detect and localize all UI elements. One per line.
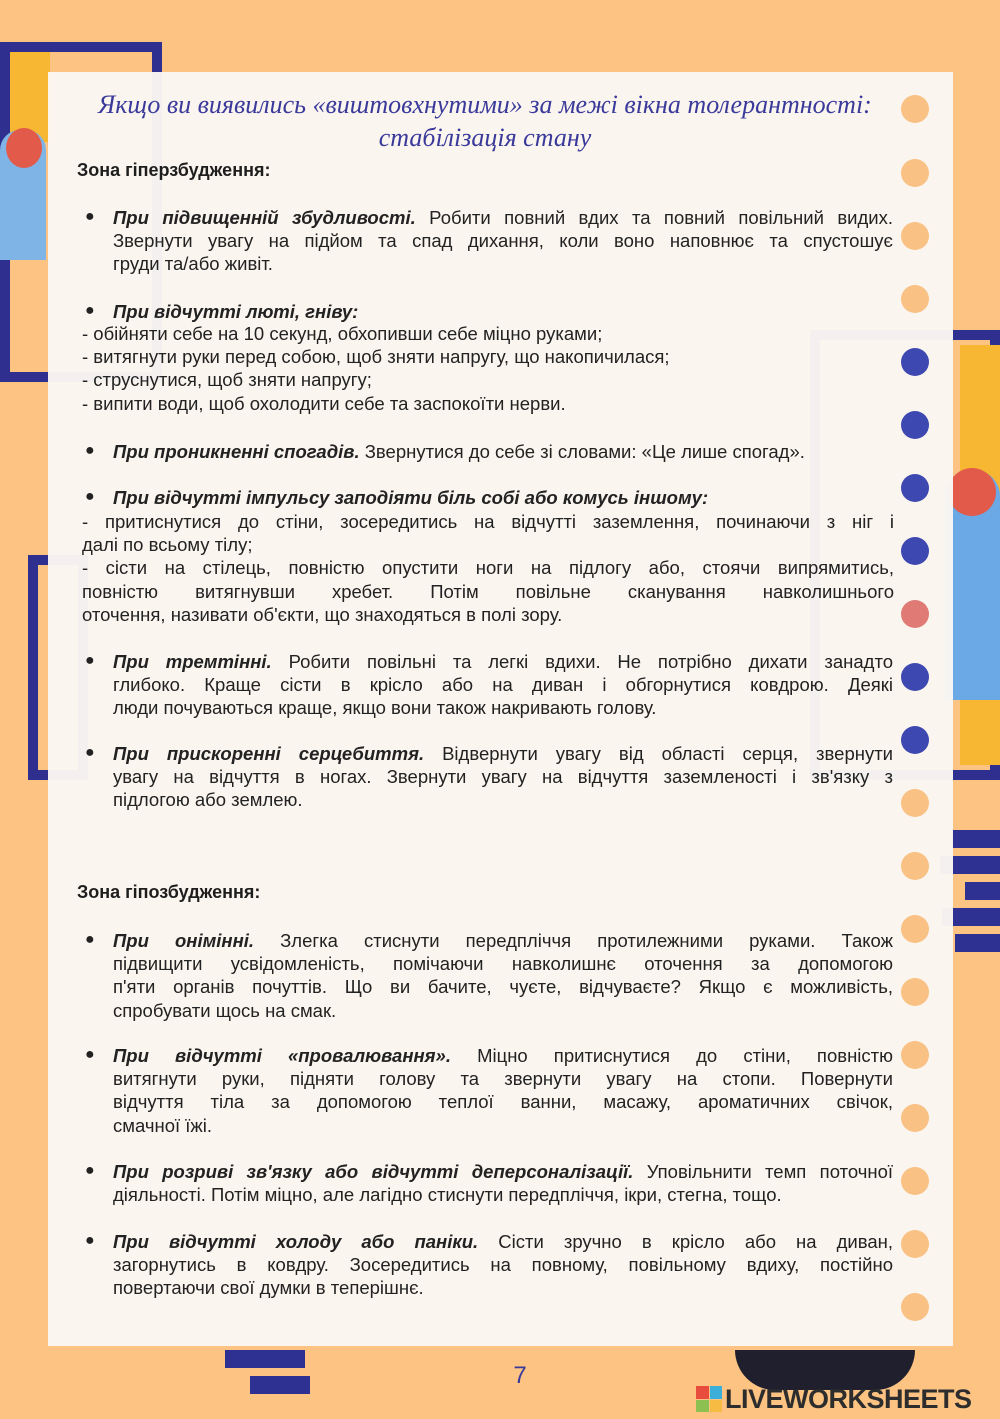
brick	[250, 1376, 310, 1394]
item-text: витягнути руки, підняти голову та звернути увагу на стопи. Повернути	[113, 1068, 893, 1090]
binder-dot	[901, 1167, 929, 1195]
item-text: відчуття тіла за допомогою теплої ванни, масажу, ароматичних свічок,	[113, 1091, 893, 1113]
item-lead: При відчутті «провалювання».	[113, 1045, 451, 1066]
bullet-icon: ●	[85, 931, 95, 948]
title-line-2: стабілізація стану	[378, 123, 592, 152]
item-lead: При відчутті імпульсу заподіяти біль собі або комусь іншому:	[113, 487, 709, 508]
binder-dot	[901, 1104, 929, 1132]
figure-right-hair	[948, 468, 996, 516]
binder-dot	[901, 915, 929, 943]
zone-hypo-heading: Зона гіпозбудження:	[77, 882, 261, 902]
item-text: Робити повний вдих та повний повільний видих.	[429, 207, 894, 228]
list-item	[113, 1160, 893, 1206]
list-item	[113, 300, 893, 323]
bullet-icon: ●	[85, 302, 95, 319]
dash-item: - сісти на стілець, повністю опустити ноги на підлогу або, стоячи випрямитись,	[82, 557, 894, 579]
dash-block	[82, 510, 894, 626]
logo-text: LIVEWORKSHEETS	[725, 1383, 972, 1414]
binder-dot	[901, 789, 929, 817]
bullet-icon: ●	[85, 208, 95, 225]
page-title	[60, 88, 910, 154]
binder-dot	[901, 474, 929, 502]
bullet-icon: ●	[85, 652, 95, 669]
item-lead: При розриві зв'язку або відчутті деперсоналізації.	[113, 1161, 634, 1182]
item-text: Звернути увагу на підйом та спад дихання, коли воно наповнює та спустошує	[113, 230, 893, 252]
item-text: люди почуваються краще, якщо вони також накривають голову.	[113, 697, 657, 719]
item-text: Робити повільні та легкі вдихи. Не потрібно дихати занадто	[288, 651, 893, 672]
dash-item: - витягнути руки перед собою, щоб зняти напругу, що накопичилася;	[82, 346, 670, 367]
dash-item: повністю витягнувши хребет. Потім повільне сканування навколишнього	[82, 580, 894, 602]
list-item	[113, 1044, 893, 1137]
binder-dot	[901, 1230, 929, 1258]
list-item	[113, 206, 893, 276]
item-text: п'яти органів почуттів. Що ви бачите, чуєте, відчуваєте? Якщо є можливість,	[113, 976, 893, 998]
item-lead: При відчутті люті, гніву:	[113, 301, 359, 322]
bullet-icon: ●	[85, 488, 95, 505]
brick	[965, 882, 1000, 900]
binder-dot	[901, 159, 929, 187]
item-lead: При проникненні спогадів.	[113, 441, 360, 462]
item-text: повертаючи свої думки в теперішнє.	[113, 1277, 424, 1299]
binder-dot	[901, 978, 929, 1006]
item-text: груди та/або живіт.	[113, 253, 273, 275]
liveworksheets-logo[interactable]	[696, 1384, 972, 1414]
binder-dot	[901, 600, 929, 628]
item-lead: При прискоренні серцебиття.	[113, 743, 425, 764]
brick	[952, 830, 1000, 848]
item-lead: При відчутті холоду або паніки.	[113, 1231, 479, 1252]
list-item	[113, 1230, 893, 1300]
item-text: загорнутись в ковдру. Зосередитись на повному, повільному вдиху, постійно	[113, 1254, 893, 1276]
item-text: Злегка стиснути передпліччя протилежними руками. Також	[280, 930, 894, 951]
item-lead: При підвищенній збудливості.	[113, 207, 416, 228]
binder-dot	[901, 537, 929, 565]
item-text: підвищити усвідомленість, помічаючи навколишнє оточення за допомогою	[113, 953, 893, 975]
item-text: Сісти зручно в крісло або на диван,	[498, 1231, 894, 1252]
bullet-icon: ●	[85, 1046, 95, 1063]
binder-dot	[901, 852, 929, 880]
bullet-icon: ●	[85, 1232, 95, 1249]
item-text: глибоко. Краще сісти в крісло або на диван і обгорнутися ковдрою. Деякі	[113, 674, 893, 696]
title-line-1: Якщо ви виявились «виштовхнутими» за межі вікна толерантності:	[98, 90, 872, 119]
binder-dot	[901, 663, 929, 691]
dash-item: оточення, називати об'єкти, що знаходяться в полі зору.	[82, 603, 563, 625]
page-number: 7	[513, 1362, 527, 1389]
binder-dot	[901, 1293, 929, 1321]
dash-item: - притиснутися до стіни, зосередитись на відчутті заземлення, починаючи з ніг і	[82, 511, 894, 532]
item-lead: При тремтінні.	[113, 651, 272, 672]
binder-dot	[901, 222, 929, 250]
item-text: Міцно притиснутися до стіни, повністю	[477, 1045, 893, 1066]
binder-dot	[901, 285, 929, 313]
item-text: діяльності. Потім міцно, але лагідно стиснути передпліччя, ікри, стегна, тощо.	[113, 1184, 782, 1206]
logo-mark-icon	[696, 1386, 722, 1412]
bullet-icon: ●	[85, 442, 95, 459]
dash-item: далі по всьому тілу;	[82, 534, 253, 556]
item-text: Уповільнити темп поточної	[646, 1161, 894, 1182]
bullet-icon: ●	[85, 744, 95, 761]
list-item	[113, 650, 893, 720]
list-item	[113, 486, 893, 509]
dash-item: - струснутися, щоб зняти напругу;	[82, 369, 372, 390]
item-text: Відвернути увагу від області серця, звернути	[442, 743, 894, 764]
item-text: спробувати щось на смак.	[113, 999, 337, 1021]
bullet-icon: ●	[85, 1162, 95, 1179]
item-text: увагу на відчуття в ногах. Звернути увагу на відчуття заземленості і зв'язку з	[113, 766, 893, 788]
list-item	[113, 440, 893, 463]
binder-dot	[901, 1041, 929, 1069]
item-text: підлогою або землею.	[113, 789, 303, 811]
item-lead: При онімінні.	[113, 930, 255, 951]
binder-dot	[901, 411, 929, 439]
brick	[955, 934, 1000, 952]
list-item	[113, 929, 893, 1022]
item-text: Звернутися до себе зі словами: «Це лише спогад».	[364, 441, 805, 462]
figure-hair	[6, 128, 42, 168]
item-text: смачної їжі.	[113, 1114, 213, 1136]
binder-dot	[901, 726, 929, 754]
dash-item: - обійняти себе на 10 секунд, обхопивши себе міцно руками;	[82, 323, 603, 344]
brick	[225, 1350, 305, 1368]
dash-item: - випити води, щоб охолодити себе та заспокоїти нерви.	[82, 393, 566, 414]
list-item	[113, 742, 893, 812]
zone-hyper-heading: Зона гіперзбудження:	[77, 160, 271, 180]
binder-dot	[901, 348, 929, 376]
